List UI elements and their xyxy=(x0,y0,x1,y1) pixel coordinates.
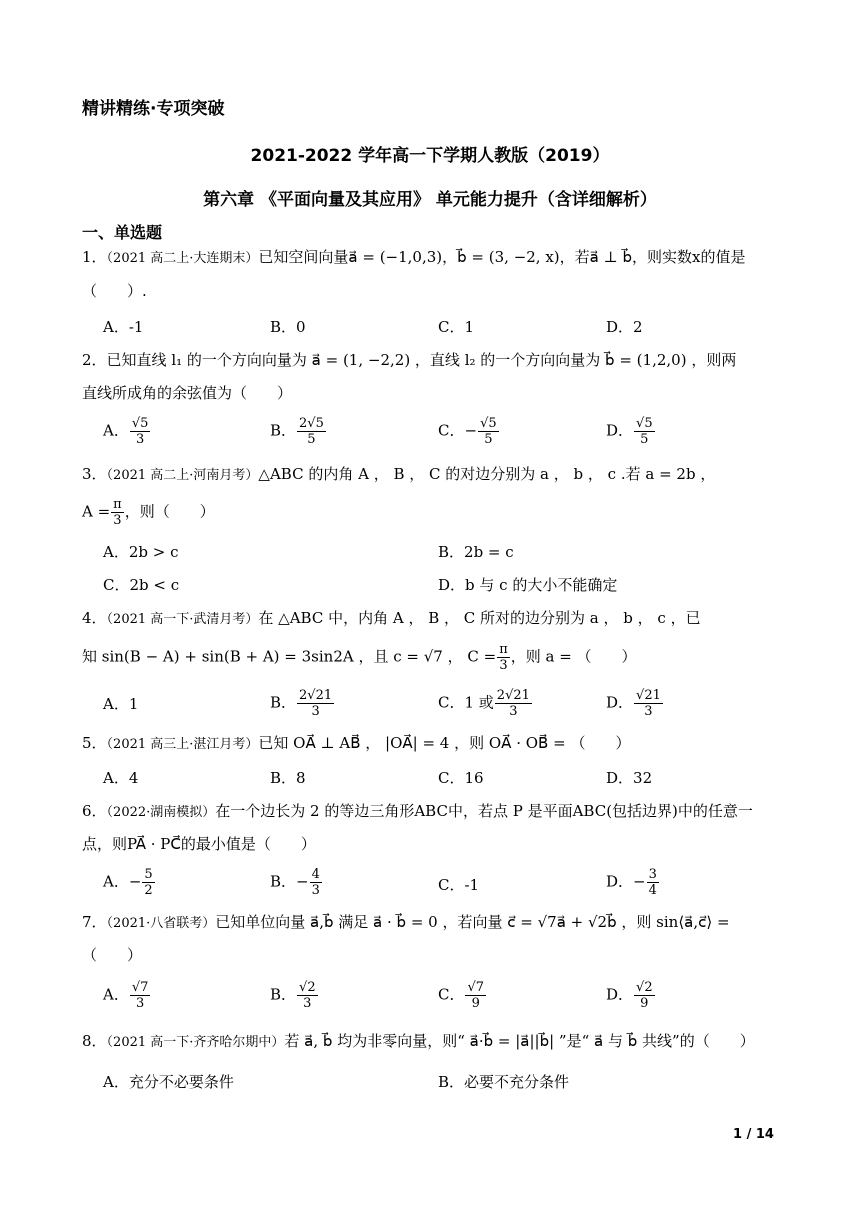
option-c[interactable]: C．2b < c xyxy=(103,576,180,594)
section-heading: 一、单选题 xyxy=(82,223,163,242)
question-number: 1． xyxy=(82,248,107,266)
option-d[interactable]: D．− $\frac{3}{4}$ xyxy=(606,867,657,898)
option-b[interactable]: B．必要不充分条件 xyxy=(438,1073,570,1091)
question-text: 在一个边长为 2 的等边三角形ABC中，若点 P 是平面ABC(包括边界)中的任意一 xyxy=(215,802,753,820)
option-b[interactable]: B．8 xyxy=(270,769,306,787)
question-number: 2． xyxy=(82,351,107,369)
question-3-line2: A = $\frac{\pi}{3}$ ，则（ ） xyxy=(82,497,215,528)
question-text: 已知 OA⃗ ⊥ AB⃗ ， |OA⃗| = 4 ，则 OA⃗ · OB⃗ = （ ） xyxy=(258,734,631,752)
question-4-line1 xyxy=(82,608,701,630)
document-title-line1: 2021-2022 学年高一下学期人教版（2019） xyxy=(250,146,610,166)
question-number: 7． xyxy=(82,913,107,931)
option-b[interactable]: B．2b = c xyxy=(438,543,514,561)
question-text: 已知空间向量a⃗ = (−1,0,3)，b⃗ = (3, −2, x)，若a⃗ ⊥ b⃗，则实数x的值是 xyxy=(258,248,746,266)
option-a[interactable]: A．4 xyxy=(103,769,139,787)
question-4-line2: 知 sin(B − A) + sin(B + A) = 3sin2A ，且 c = √7 ， C = $\frac{\pi}{3}$ ，则 a = （ ） xyxy=(82,642,637,673)
question-text: 已知单位向量 a⃗,b⃗ 满足 a⃗ · b⃗ = 0 ，若向量 c⃗ = √7a⃗ + √2b⃗ ，则 sin⟨a⃗,c⃗⟩ = xyxy=(215,913,730,931)
question-source: （2021 高一下·齐齐哈尔期中） xyxy=(106,1035,285,1050)
question-source: （2021 高一下·武清月考） xyxy=(106,612,259,627)
question-6-line2: 点，则PA⃗ · PC⃗的最小值是（ ） xyxy=(82,835,316,853)
question-source: （2021·八省联考） xyxy=(106,916,216,931)
option-b[interactable]: B．− $\frac{4}{3}$ xyxy=(270,867,320,898)
question-number: 5． xyxy=(82,734,107,752)
option-c[interactable]: C．1 xyxy=(438,318,475,336)
option-c[interactable]: C．1 或 $\frac{2√21}{3}$ xyxy=(438,688,530,719)
option-a[interactable]: A． $\frac{√5}{3}$ xyxy=(103,416,149,447)
question-text: △ABC 的内角 A ， B ， C 的对边分别为 a ， b ， c .若 a = 2b ， xyxy=(258,465,716,483)
question-text: 已知直线 l₁ 的一个方向向量为 a⃗ = (1, −2,2) ，直线 l₂ 的一个方向向量为 b⃗ = (1,2,0) ，则两 xyxy=(106,351,737,369)
question-source: （2021 高二上·大连期末） xyxy=(106,251,259,266)
question-5-line1 xyxy=(82,733,630,755)
option-d[interactable]: D．b 与 c 的大小不能确定 xyxy=(438,576,618,594)
question-source: （2021 高二上·河南月考） xyxy=(106,468,259,483)
question-6-line1 xyxy=(82,801,753,823)
page-number: 1 / 14 xyxy=(733,1127,774,1142)
option-a[interactable]: A．1 xyxy=(103,695,139,713)
document-title-line2: 第六章 《平面向量及其应用》 单元能力提升（含详细解析） xyxy=(203,190,657,210)
question-source: （2022·湖南模拟） xyxy=(106,805,216,820)
option-a[interactable]: A．充分不必要条件 xyxy=(103,1073,234,1091)
option-a[interactable]: A．2b > c xyxy=(103,543,179,561)
option-b[interactable]: B． $\frac{2√5}{5}$ xyxy=(270,416,324,447)
question-1-line1 xyxy=(82,247,745,269)
option-c[interactable]: C．− $\frac{√5}{5}$ xyxy=(438,416,497,447)
question-number: 4． xyxy=(82,609,107,627)
option-c[interactable]: C．-1 xyxy=(438,876,480,894)
question-2-line1 xyxy=(82,350,736,370)
option-d[interactable]: D．2 xyxy=(606,318,643,336)
option-c[interactable]: C．16 xyxy=(438,769,484,787)
option-b[interactable]: B． $\frac{2√21}{3}$ xyxy=(270,688,333,719)
question-1-line2: （ ）. xyxy=(82,282,147,300)
option-d[interactable]: D． $\frac{√2}{9}$ xyxy=(606,980,653,1011)
option-a[interactable]: A． $\frac{√7}{3}$ xyxy=(103,980,149,1011)
question-source: （2021 高三上·湛江月考） xyxy=(106,737,259,752)
question-7-line2: （ ） xyxy=(82,946,143,964)
question-text: 若 a⃗, b⃗ 均为非零向量，则“ a⃗·b⃗ = |a⃗||b⃗| ”是“ a⃗ 与 b⃗ 共线”的（ ） xyxy=(284,1032,755,1050)
option-d[interactable]: D． $\frac{√5}{5}$ xyxy=(606,416,653,447)
option-a[interactable]: A．− $\frac{5}{2}$ xyxy=(103,867,153,898)
option-c[interactable]: C． $\frac{√7}{9}$ xyxy=(438,980,485,1011)
question-text: 在 △ABC 中，内角 A ， B ， C 所对的边分别为 a ， b ， c ，已 xyxy=(258,609,701,627)
question-7-line1 xyxy=(82,912,730,934)
question-3-line1 xyxy=(82,464,715,486)
question-number: 8． xyxy=(82,1032,107,1050)
option-b[interactable]: B．0 xyxy=(270,318,306,336)
option-a[interactable]: A．-1 xyxy=(103,318,144,336)
option-d[interactable]: D．32 xyxy=(606,769,653,787)
question-number: 3． xyxy=(82,465,107,483)
question-2-line2: 直线所成角的余弦值为（ ） xyxy=(82,384,293,402)
question-number: 6． xyxy=(82,802,107,820)
header-label: 精讲精练·专项突破 xyxy=(82,99,225,119)
question-8-line1 xyxy=(82,1031,755,1053)
option-b[interactable]: B． $\frac{√2}{3}$ xyxy=(270,980,316,1011)
option-d[interactable]: D． $\frac{√21}{3}$ xyxy=(606,688,661,719)
